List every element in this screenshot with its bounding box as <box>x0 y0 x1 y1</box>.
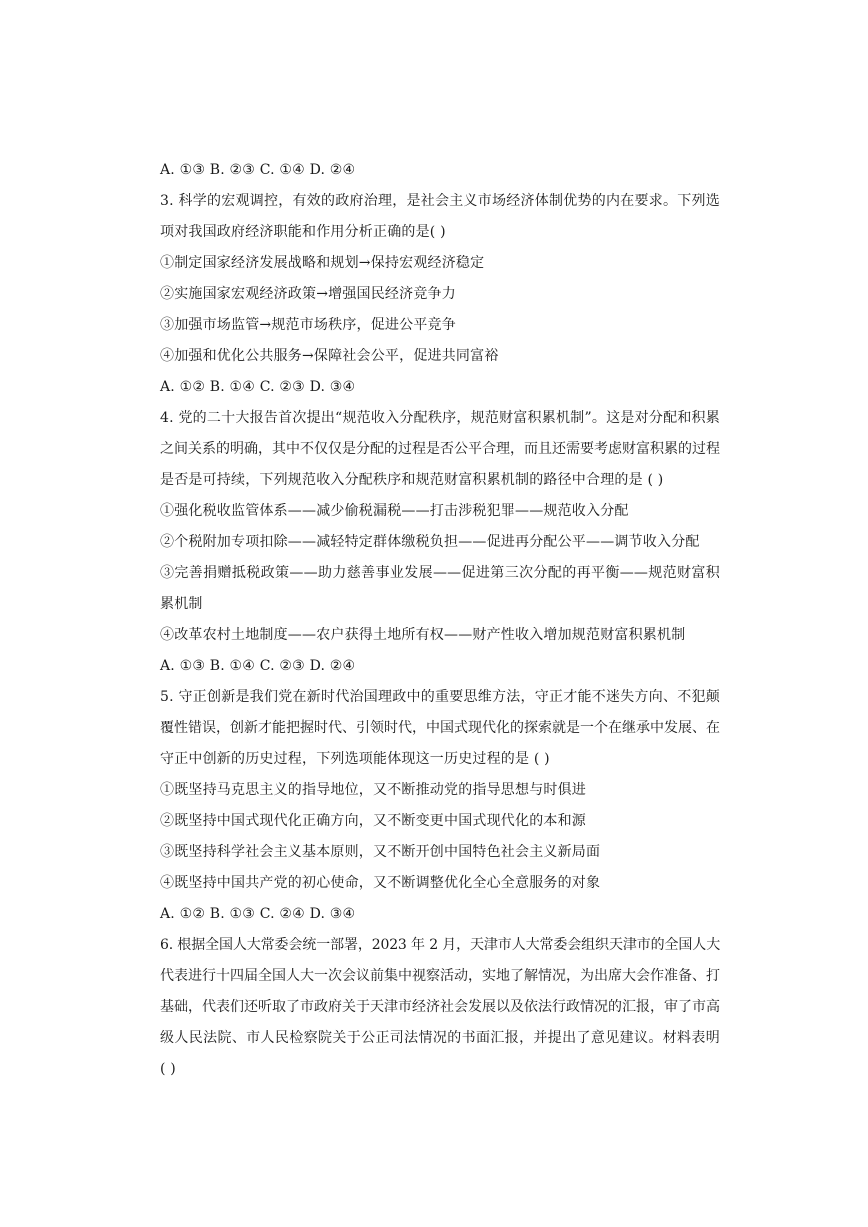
q4-stem-line-1: 4. 党的二十大报告首次提出“规范收入分配秩序，规范财富积累机制”。这是对分配和积累 <box>160 410 720 426</box>
q3-option-2: ②实施国家宏观经济政策→增强国民经济竞争力 <box>160 286 456 302</box>
q4-stem-line-3: 是否是可持续，下列规范收入分配秩序和规范财富积累机制的路径中合理的是 ( ) <box>160 472 664 488</box>
q4-option-4: ④改革农村土地制度——农户获得土地所有权——财产性收入增加规范财富积累机制 <box>160 627 686 643</box>
q3-answer-options: A. ①② B. ①④ C. ②③ D. ③④ <box>160 379 356 395</box>
q3-option-4: ④加强和优化公共服务→保障社会公平，促进共同富裕 <box>160 348 499 364</box>
q4-option-3-line-1: ③完善捐赠抵税政策——助力慈善事业发展——促进第三次分配的再平衡——规范财富积 <box>160 565 720 581</box>
q3-option-3: ③加强市场监管→规范市场秩序，促进公平竞争 <box>160 317 456 333</box>
q5-answer-options: A. ①② B. ①③ C. ②④ D. ③④ <box>160 906 356 922</box>
q5-stem-line-2: 覆性错误，创新才能把握时代、引领时代，中国式现代化的探索就是一个在继承中发展、在 <box>160 720 720 736</box>
q4-stem-line-2: 之间关系的明确，其中不仅仅是分配的过程是否公平合理，而且还需要考虑财富积累的过程 <box>160 441 720 457</box>
q6-stem-line-3: 基础，代表们还听取了市政府关于天津市经济社会发展以及依法行政情况的汇报，审了市高 <box>160 999 720 1015</box>
q2-answer-options: A. ①③ B. ②③ C. ①④ D. ②④ <box>160 162 356 178</box>
q4-option-2: ②个税附加专项扣除——减轻特定群体缴税负担——促进再分配公平——调节收入分配 <box>160 534 700 550</box>
q5-stem-line-1: 5. 守正创新是我们党在新时代治国理政中的重要思维方法，守正才能不迷失方向、不犯颠 <box>160 689 720 705</box>
q5-stem-line-3: 守正中创新的历史过程，下列选项能体现这一历史过程的是 ( ) <box>160 751 550 767</box>
q3-stem-line-1: 3. 科学的宏观调控，有效的政府治理，是社会主义市场经济体制优势的内在要求。下列选 <box>160 193 720 209</box>
q6-stem-line-2: 代表进行十四届全国人大一次会议前集中视察活动，实地了解情况，为出席大会作准备、打 <box>160 968 720 984</box>
q4-option-3-line-2: 累机制 <box>160 596 203 612</box>
q5-option-1: ①既坚持马克思主义的指导地位，又不断推动党的指导思想与时俱进 <box>160 782 586 798</box>
q5-option-2: ②既坚持中国式现代化正确方向，又不断变更中国式现代化的本和源 <box>160 813 586 829</box>
q4-option-1: ①强化税收监管体系——减少偷税漏税——打击涉税犯罪——规范收入分配 <box>160 503 629 519</box>
q4-answer-options: A. ①③ B. ①④ C. ②③ D. ②④ <box>160 658 356 674</box>
q5-option-3: ③既坚持科学社会主义基本原则，又不断开创中国特色社会主义新局面 <box>160 844 601 860</box>
q3-stem-line-2: 项对我国政府经济职能和作用分析正确的是( ) <box>160 224 446 240</box>
q5-option-4: ④既坚持中国共产党的初心使命，又不断调整优化全心全意服务的对象 <box>160 875 601 891</box>
q6-stem-line-4: 级人民法院、市人民检察院关于公正司法情况的书面汇报，并提出了意见建议。材料表明 <box>160 1030 720 1046</box>
q3-option-1: ①制定国家经济发展战略和规划→保持宏观经济稳定 <box>160 255 485 271</box>
q6-stem-line-1: 6. 根据全国人大常委会统一部署，2023 年 2 月，天津市人大常委会组织天津市的全国人大 <box>160 937 720 953</box>
q6-stem-line-5: ( ) <box>160 1061 176 1077</box>
